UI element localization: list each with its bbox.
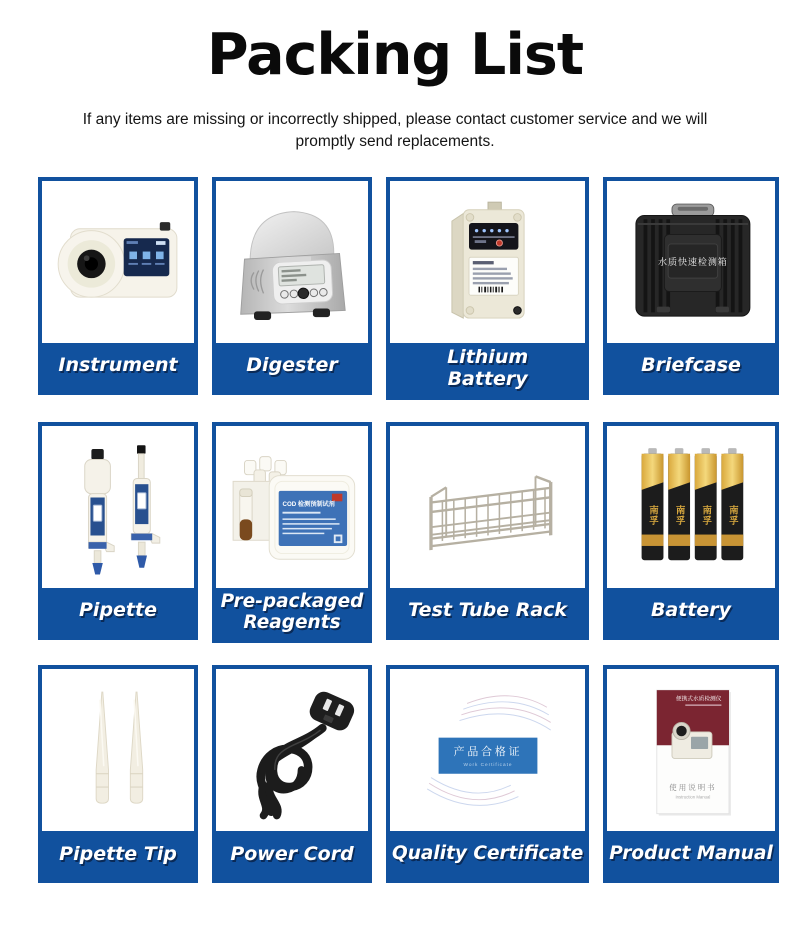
card-battery bbox=[603, 422, 779, 640]
lithium-battery-illustration bbox=[412, 187, 564, 337]
briefcase-label-line1: Briefcase bbox=[641, 354, 741, 377]
battery-image bbox=[607, 426, 775, 588]
reagent-label-title: COD 检测预制试剂 bbox=[282, 500, 335, 508]
item-grid bbox=[0, 177, 790, 883]
pipette-label bbox=[42, 588, 194, 636]
power-cord-label-line1: Power Cord bbox=[230, 842, 354, 865]
digester-label-line1: Digester bbox=[246, 354, 338, 377]
power-cord-illustration bbox=[216, 675, 368, 825]
battery-label bbox=[607, 588, 775, 636]
battery-cells bbox=[642, 448, 744, 560]
page-title: Packing List bbox=[206, 22, 584, 88]
battery-illustration bbox=[615, 432, 767, 582]
test-tube-rack-label-line1: Test Tube Rack bbox=[408, 599, 568, 622]
lithium-battery-label-line1: Lithium bbox=[447, 345, 529, 368]
reagents-illustration bbox=[216, 432, 368, 582]
pipette-tip-image bbox=[42, 669, 194, 831]
product-manual-label-line1: Product Manual bbox=[609, 843, 773, 865]
page-header bbox=[0, 0, 790, 153]
manual-footer-cn-text: 使用说明书 bbox=[669, 783, 717, 793]
certificate-title-text: 产品合格证 bbox=[453, 745, 523, 758]
instrument-illustration bbox=[42, 187, 194, 337]
test-tube-rack-illustration bbox=[412, 432, 564, 582]
briefcase-illustration bbox=[615, 187, 767, 337]
lithium-battery-label-line2: Battery bbox=[447, 368, 528, 391]
digester-image bbox=[216, 181, 368, 343]
power-cord-image bbox=[216, 669, 368, 831]
svg-text:南孚: 南孚 bbox=[726, 504, 738, 526]
quality-certificate-illustration bbox=[412, 675, 564, 825]
digester-label bbox=[216, 343, 368, 391]
pipette-tip-label bbox=[42, 831, 194, 879]
briefcase-image bbox=[607, 181, 775, 343]
svg-text:南孚: 南孚 bbox=[673, 504, 685, 526]
product-manual-illustration bbox=[615, 675, 767, 825]
certificate-subtitle-text: Work Certificate bbox=[463, 763, 513, 769]
reagents-label-line2: Reagents bbox=[243, 612, 341, 634]
pipette-tip-label-line1: Pipette Tip bbox=[59, 842, 177, 865]
pipette-tip-illustration bbox=[42, 675, 194, 825]
manual-footer-en-text: Instruction Manual bbox=[675, 794, 711, 800]
card-lithium-battery bbox=[386, 177, 589, 400]
page-subtitle: If any items are missing or incorrectly shipped, please contact customer service and we will promptly send replacements. bbox=[82, 110, 708, 150]
instrument-label bbox=[42, 343, 194, 391]
manual-cover-title-text: 便携式水质检测仪 bbox=[675, 696, 722, 703]
product-manual-image bbox=[607, 669, 775, 831]
quality-certificate-image bbox=[390, 669, 585, 831]
svg-text:南孚: 南孚 bbox=[700, 504, 712, 526]
card-instrument bbox=[38, 177, 198, 395]
reagents-label-line1: Pre-packaged bbox=[220, 590, 364, 612]
briefcase-panel-text: 水质快速检测箱 bbox=[658, 256, 728, 267]
card-test-tube-rack bbox=[386, 422, 589, 640]
card-pipette bbox=[38, 422, 198, 640]
quality-certificate-label-line1: Quality Certificate bbox=[392, 843, 584, 865]
lithium-battery-label bbox=[390, 343, 585, 396]
lithium-battery-image bbox=[390, 181, 585, 343]
pipette-image bbox=[42, 426, 194, 588]
card-power-cord bbox=[212, 665, 372, 883]
reagents-label bbox=[216, 588, 368, 640]
reagents-image bbox=[216, 426, 368, 588]
briefcase-label bbox=[607, 343, 775, 391]
product-manual-label bbox=[607, 831, 775, 879]
power-cord-label bbox=[216, 831, 368, 879]
card-digester bbox=[212, 177, 372, 395]
quality-certificate-label bbox=[390, 831, 585, 879]
battery-label-line1: Battery bbox=[650, 599, 732, 622]
card-reagents bbox=[212, 422, 372, 644]
svg-text:南孚: 南孚 bbox=[647, 504, 659, 526]
card-pipette-tip bbox=[38, 665, 198, 883]
card-quality-certificate bbox=[386, 665, 589, 883]
pipette-illustration bbox=[42, 432, 194, 582]
instrument-label-line1: Instrument bbox=[58, 354, 178, 377]
pipette-label-line1: Pipette bbox=[79, 599, 157, 622]
card-briefcase bbox=[603, 177, 779, 395]
instrument-image bbox=[42, 181, 194, 343]
test-tube-rack-image bbox=[390, 426, 585, 588]
test-tube-rack-label bbox=[390, 588, 585, 636]
card-product-manual bbox=[603, 665, 779, 883]
digester-illustration bbox=[216, 187, 368, 337]
